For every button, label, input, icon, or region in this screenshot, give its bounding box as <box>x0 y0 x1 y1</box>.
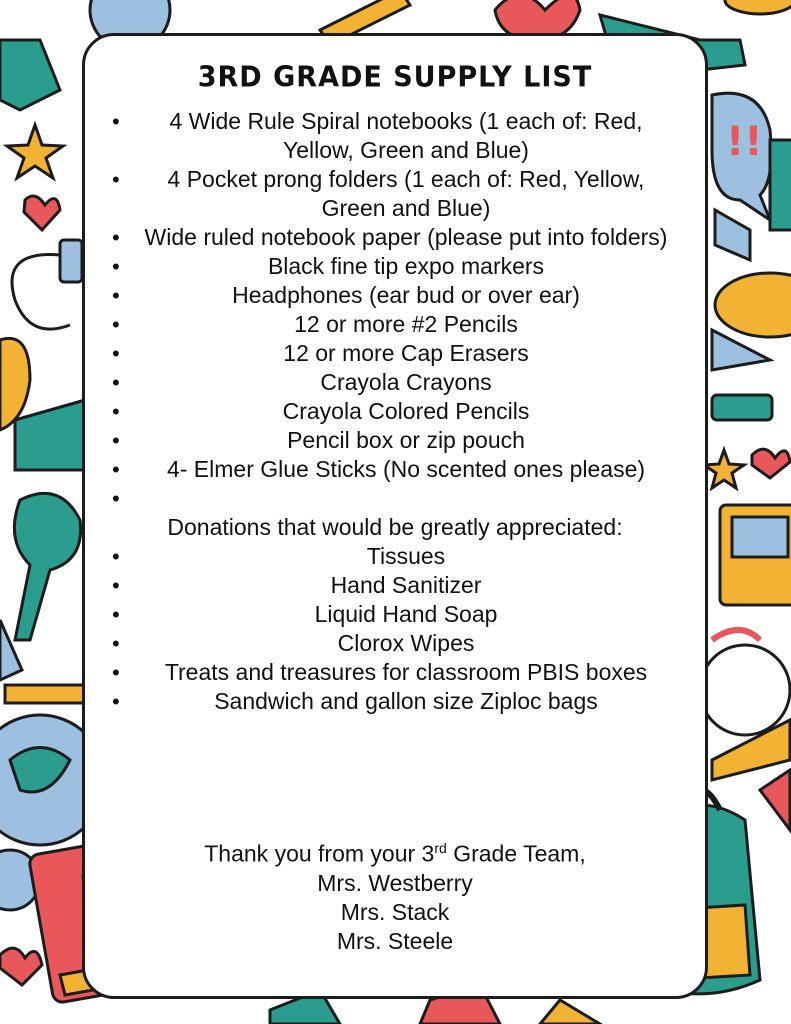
list-item: • Clorox Wipes <box>108 629 682 658</box>
teacher-name: Mrs. Steele <box>336 927 454 954</box>
clip-icon <box>715 210 750 260</box>
list-item: • Headphones (ear bud or over ear) <box>108 281 682 310</box>
sticker-bottom <box>540 1000 600 1024</box>
list-item: • 4 Wide Rule Spiral notebooks (1 each of: Red, Yellow, Green and Blue) <box>108 107 682 165</box>
list-item: • Treats and treasures for classroom PBIS boxes <box>108 658 682 687</box>
list-item: • Black fine tip expo markers <box>108 252 682 281</box>
football-icon <box>715 273 791 337</box>
book-stripe-icon <box>5 685 85 703</box>
heart-icon <box>752 449 790 478</box>
alarm-clock-icon <box>700 645 790 735</box>
donations-header: Donations that would be greatly appreciated: <box>167 514 623 540</box>
list-item: • 4- Elmer Glue Sticks (No scented ones please) <box>108 455 682 484</box>
list-item: • 12 or more #2 Pencils <box>108 310 682 339</box>
list-item: • 4 Pocket prong folders (1 each of: Red, Yellow, Green and Blue) <box>108 165 682 223</box>
star-icon <box>704 450 744 488</box>
thank-you-note <box>108 834 682 956</box>
list-item: • Sandwich and gallon size Ziploc bags <box>108 687 682 716</box>
empty-list-item <box>108 484 682 513</box>
teacher-name: Mrs. Stack <box>340 898 450 925</box>
heart-icon <box>24 196 60 230</box>
racket-icon <box>14 493 80 640</box>
ruler-icon <box>770 140 791 230</box>
list-item: • Liquid Hand Soap <box>108 600 682 629</box>
clock-bell <box>712 630 760 640</box>
list-item: • Hand Sanitizer <box>108 571 682 600</box>
teacher-name: Mrs. Westberry <box>317 869 473 896</box>
list-item: • 12 or more Cap Erasers <box>108 339 682 368</box>
set-square-icon <box>15 400 85 470</box>
list-item: • Crayola Colored Pencils <box>108 397 682 426</box>
supply-list <box>108 107 682 716</box>
list-item: • Crayola Crayons <box>108 368 682 397</box>
page-title: 3RD GRADE SUPPLY LIST <box>197 61 593 94</box>
list-item: • Pencil box or zip pouch <box>108 426 682 455</box>
list-item: • Tissues <box>108 542 682 571</box>
lemon-icon <box>725 0 791 14</box>
flask-icon <box>0 40 60 110</box>
thank-you-line: Thank you from your 3rd Grade Team, <box>204 840 586 867</box>
heart-icon <box>0 948 42 985</box>
headphone-plug-icon <box>60 240 82 282</box>
marker-icon <box>712 395 772 420</box>
list-item: • Wide ruled notebook paper (please put into folders) <box>108 223 682 252</box>
star-icon <box>7 125 63 178</box>
svg-text:!!: !! <box>726 119 763 165</box>
crayon-icon <box>760 770 790 830</box>
